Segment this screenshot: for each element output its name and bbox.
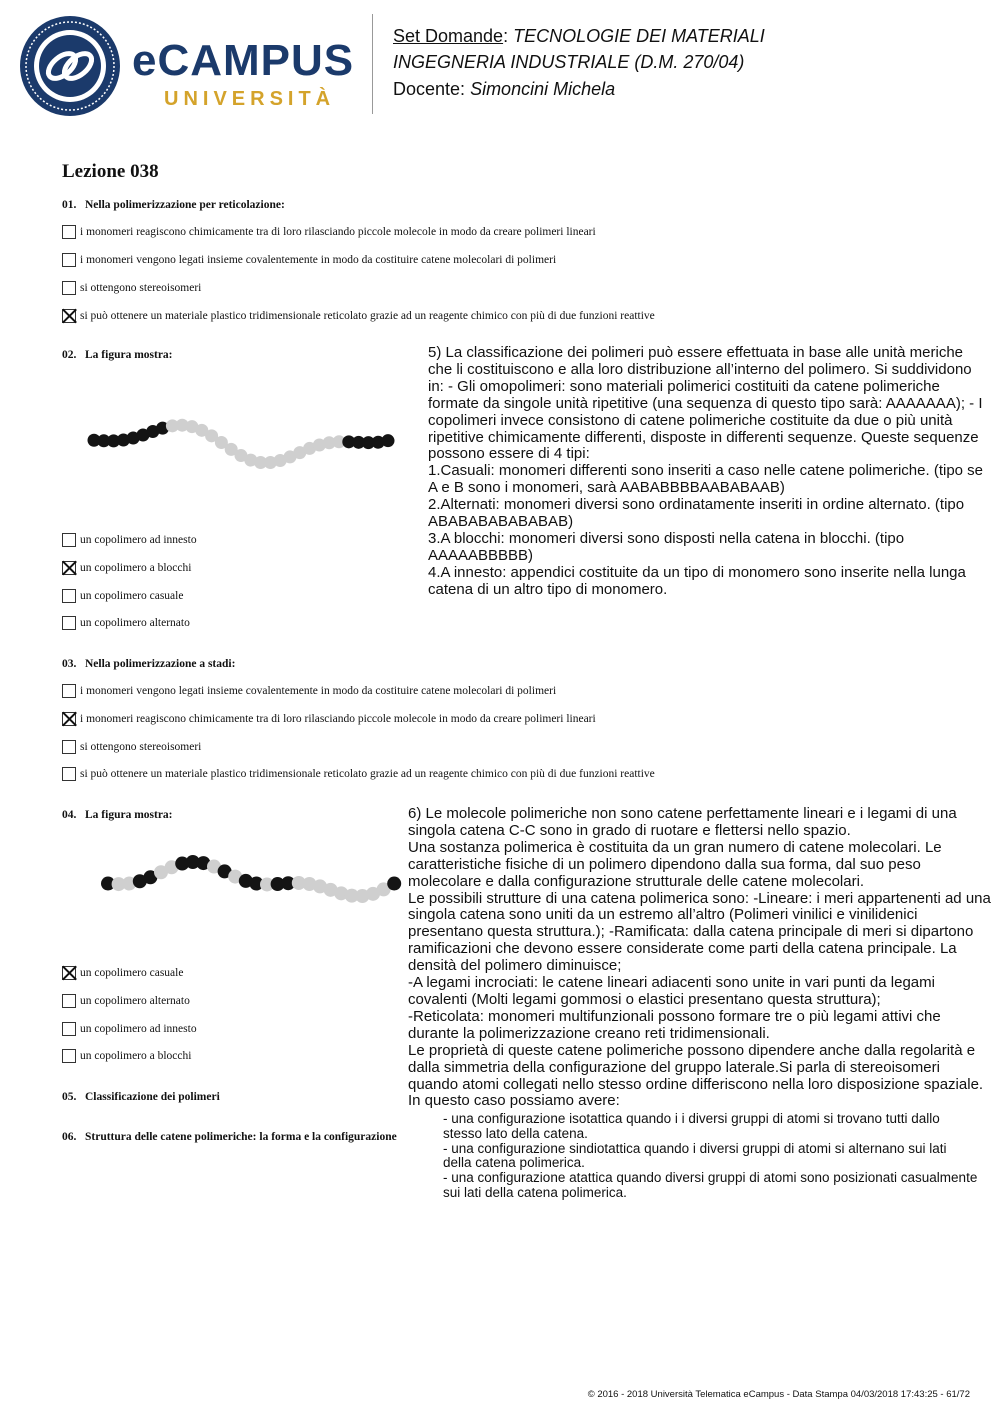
option-label: un copolimero alternato: [80, 995, 190, 1007]
q02-option-3[interactable]: [62, 587, 183, 605]
checkbox[interactable]: [62, 994, 76, 1008]
question-number: 05.: [62, 1091, 77, 1103]
explanation-06-list: [443, 1112, 978, 1201]
q03-option-2[interactable]: [62, 710, 596, 728]
question-number: 06.: [62, 1131, 77, 1143]
explanation-paragraph: Una sostanza polimerica è costituita da un gran numero di catene molecolari. Le caratteristiche fisiche di un polimero dipendono dalla sua forma, dal suo peso molecolare e dalla configurazione strutturale delle catene molecolari.: [408, 838, 942, 890]
q04-option-2[interactable]: [62, 992, 190, 1010]
q04-copolymer-figure: [62, 830, 402, 925]
question-number: 02.: [62, 349, 77, 361]
checkbox[interactable]: [62, 253, 76, 267]
option-label: i monomeri vengono legati insieme covalentemente in modo da costituire catene molecolari di polimeri: [80, 254, 557, 266]
option-label: un copolimero ad innesto: [80, 534, 197, 546]
explanation-06: [408, 806, 992, 1110]
checkbox-checked[interactable]: [62, 712, 76, 726]
question-number: 01.: [62, 199, 77, 211]
checkbox[interactable]: [62, 616, 76, 630]
option-label: un copolimero a blocchi: [80, 1050, 192, 1062]
monomer-dark: [382, 434, 395, 447]
q01-option-2[interactable]: [62, 251, 556, 269]
question-text: La figura mostra:: [85, 349, 173, 361]
q02-option-1[interactable]: [62, 531, 197, 549]
header-set-line: Set Domande: TECNOLOGIE DEI MATERIALI: [393, 26, 765, 46]
q01-option-4[interactable]: [62, 307, 655, 325]
explanation-list-item: - una configurazione isotattica quando i i diversi gruppi di atomi si trovano tutti dallo stesso lato della catena.: [443, 1111, 940, 1141]
option-label: si può ottenere un materiale plastico tridimensionale reticolato grazie ad un reagente chimico con più di due funzioni reattive: [80, 310, 655, 322]
explanation-list-item: - una configurazione sindiotattica quando i diversi gruppi di atomi si alternano sui lati della catena polimerica.: [443, 1140, 947, 1171]
checkbox[interactable]: [62, 1049, 76, 1063]
q03-option-1[interactable]: [62, 682, 556, 700]
logo-wordmark: eCAMPUS: [132, 36, 355, 85]
question-02-title: [62, 349, 173, 361]
option-label: si ottengono stereoisomeri: [80, 282, 202, 294]
option-label: un copolimero a blocchi: [80, 562, 192, 574]
teacher-name: Simoncini Michela: [470, 79, 616, 99]
explanation-paragraph: -Reticolata: monomeri multifunzionali possono formare tre o più legami attivi che durante la polimerizzazione creano reti tridimensionali.: [408, 1007, 941, 1042]
ecampus-logo: [14, 14, 364, 119]
explanation-paragraph: Le proprietà di queste catene polimeriche possono dipendere anche dalla regolarità e dalla simmetria della configurazione del gruppo laterale.Si parla di stereoisomeri quando atomi collegati nello stesso ordine differiscono nella loro disposizione spaziale. In questo caso possiamo avere:: [408, 1041, 984, 1110]
course-name: INGEGNERIA INDUSTRIALE (D.M. 270/04): [393, 52, 745, 72]
q04-option-4[interactable]: [62, 1047, 191, 1065]
header-course-line: [393, 51, 744, 73]
question-text: La figura mostra:: [85, 809, 173, 821]
option-label: i monomeri vengono legati insieme covalentemente in modo da costituire catene molecolari di polimeri: [80, 685, 557, 697]
explanation-paragraph: 4.A innesto: appendici costituite da un tipo di monomero sono inserite nella lunga catena di un altro tipo di monomero.: [428, 563, 966, 598]
q02-copolymer-figure: [62, 395, 402, 505]
checkbox[interactable]: [62, 740, 76, 754]
checkbox[interactable]: [62, 533, 76, 547]
header-teacher-line: [393, 78, 615, 100]
q01-option-3[interactable]: [62, 279, 201, 297]
explanation-paragraph: 1.Casuali: monomeri differenti sono inseriti a caso nelle catene polimeriche. (tipo se A e B sono i monomeri, sarà AABABBBBAABABAAB): [428, 462, 984, 497]
option-label: si ottengono stereoisomeri: [80, 741, 202, 753]
explanation-paragraph: -A legami incrociati: le catene lineari adiacenti sono unite in vari punti da legami covalenti (Molti legami gommosi o elastici presentano questa struttura);: [408, 974, 935, 1008]
question-text: Nella polimerizzazione a stadi:: [85, 658, 236, 670]
option-label: un copolimero casuale: [80, 590, 184, 602]
q04-option-3[interactable]: [62, 1020, 197, 1038]
logo-subtext: UNIVERSITÀ: [164, 88, 336, 110]
explanation-list-item: - una configurazione atattica quando diversi gruppi di atomi sono posizionati casualmente sui lati della catena polimerica.: [443, 1170, 978, 1200]
question-number: 04.: [62, 809, 77, 821]
option-label: i monomeri reagiscono chimicamente tra di loro rilasciando piccole molecole in modo da creare polimeri lineari: [80, 713, 596, 725]
question-number: 03.: [62, 658, 77, 670]
explanation-05: [428, 345, 988, 599]
explanation-paragraph: 2.Alternati: monomeri diversi sono ordinatamente inseriti in ordine alternato. (tipo ABABABABABABAB): [428, 496, 965, 531]
q01-option-1[interactable]: [62, 223, 596, 241]
option-label: un copolimero ad innesto: [80, 1023, 197, 1035]
checkbox[interactable]: [62, 1022, 76, 1036]
checkbox-checked[interactable]: [62, 561, 76, 575]
checkbox[interactable]: [62, 767, 76, 781]
checkbox-checked[interactable]: [62, 309, 76, 323]
checkbox[interactable]: [62, 225, 76, 239]
explanation-paragraph: 6) Le molecole polimeriche non sono catene perfettamente lineari e i legami di una singola catena C-C sono in grado di ruotare e flettersi nello spazio.: [408, 805, 957, 839]
question-01-title: [62, 199, 285, 211]
question-05-title: [62, 1091, 220, 1103]
q04-option-1[interactable]: [62, 964, 183, 982]
question-text: Classificazione dei polimeri: [85, 1091, 220, 1103]
q02-option-4[interactable]: [62, 614, 190, 632]
checkbox[interactable]: [62, 281, 76, 295]
q02-option-2[interactable]: [62, 559, 191, 577]
checkbox[interactable]: [62, 589, 76, 603]
option-label: un copolimero casuale: [80, 967, 184, 979]
explanation-paragraph: Le possibili strutture di una catena polimerica sono: -Lineare: i meri appartenenti ad una singola catena sono uniti da un estremo all’altro (Polimeri vinilici e vinilidenici presentano questa struttura.); -Ramificata: dalla catena principale di meri si dipartono ramificazioni che devono essere considerate come parti della catena principale. La densità del polimero diminuisce;: [408, 889, 991, 975]
question-text: Nella polimerizzazione per reticolazione:: [85, 199, 285, 211]
monomer-dark: [387, 877, 401, 891]
lesson-title: Lezione 038: [62, 161, 159, 182]
question-04-title: [62, 809, 173, 821]
set-value: TECNOLOGIE DEI MATERIALI: [513, 26, 765, 46]
checkbox[interactable]: [62, 684, 76, 698]
question-03-title: [62, 658, 235, 670]
page-footer: © 2016 - 2018 Università Telematica eCampus - Data Stampa 04/03/2018 17:43:25 - 61/72: [587, 1389, 970, 1400]
set-label: Set Domande: [393, 26, 504, 46]
option-label: si può ottenere un materiale plastico tridimensionale reticolato grazie ad un reagente chimico con più di due funzioni reattive: [80, 768, 655, 780]
explanation-paragraph: 3.A blocchi: monomeri diversi sono disposti nella catena in blocchi. (tipo AAAAABBBBB): [428, 529, 905, 564]
option-label: un copolimero alternato: [80, 617, 190, 629]
explanation-paragraph: 5) La classificazione dei polimeri può essere effettuata in base alle unità meriche che li costituiscono e alla loro distribuzione all’interno del polimero. Si suddividono in: - Gli omopolimeri: sono materiali polimerici costituiti da catene polimeriche formate da singole unità ripetitive (una sequenza di questo tipo sarà: AAAAAAA); - I copolimeri invece consistono di catene polimeriche costituite da due o più unità ripetitive chimicamente differenti, disposte in differenti sequenze. Queste sequenze possono essere di 4 tipi:: [428, 344, 983, 463]
q03-option-4[interactable]: [62, 765, 655, 783]
question-06-title: [62, 1131, 397, 1143]
teacher-label: Docente:: [393, 79, 466, 99]
q03-option-3[interactable]: [62, 738, 201, 756]
header-divider: [372, 14, 373, 114]
question-text: Struttura delle catene polimeriche: la forma e la configurazione: [85, 1131, 397, 1143]
option-label: i monomeri reagiscono chimicamente tra di loro rilasciando piccole molecole in modo da creare polimeri lineari: [80, 226, 596, 238]
checkbox-checked[interactable]: [62, 966, 76, 980]
